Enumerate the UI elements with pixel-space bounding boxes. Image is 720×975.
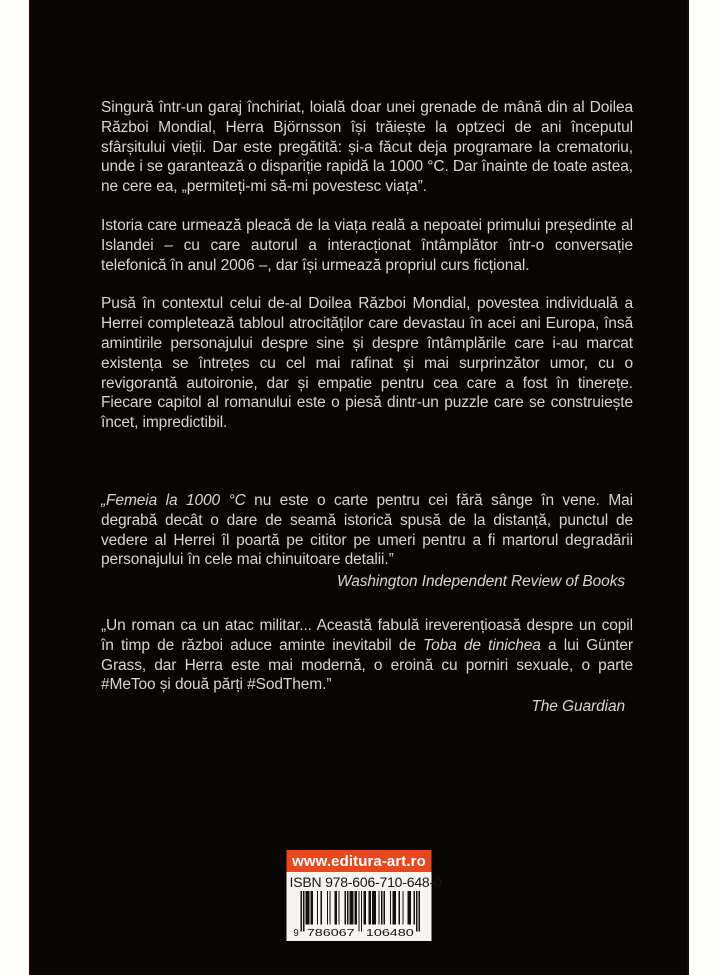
svg-text:786067: 786067 (306, 928, 355, 938)
review-quote (101, 616, 633, 695)
book-title-mention: „Femeia la 1000 °C (101, 491, 246, 509)
review-washington-independent (101, 491, 633, 592)
referenced-book-title: Toba de tinichea (423, 636, 541, 654)
review-source: The Guardian (531, 698, 625, 716)
synopsis (101, 98, 633, 433)
barcode-box (287, 872, 442, 941)
review-quote-text: nu este o carte pentru cei fără sânge în vene. Mai degrabă decât o dare de seamă istorică spusă de la distanță, punctul de vedere al Herrei îl poartă pe cititor pe umeri pentru a fi martorul degradării personajului în cele mai chinuitoare detalii.” (101, 491, 633, 569)
publisher-website-banner (287, 850, 432, 872)
press-reviews (101, 491, 633, 717)
review-quote-text: „Un roman ca un atac militar... Această fabulă ireverențioasă despre un copil în timp de război aduce aminte inevitabil de (101, 616, 633, 654)
synopsis-paragraph-3: Pusă în contextul celui de-al Doilea Război Mondial, povestea individuală a Herrei completează tabloul atrocităților care devastau în acei ani Europa, însă amintirile personajului despre sine și despre întâmplările care i-au marcat existența se întrețes cu cel mai rafinat și mai surprinzător umor, cu o revigorantă autoironie, dar și empatie pentru cea care a fost în tinerețe. Fiecare capitol al romanului este o piesă dintr-un puzzle care se construiește încet, impredictibil. (101, 295, 633, 432)
synopsis-paragraph-2: Istoria care urmează pleacă de la viața reală a nepoatei primului președinte al Islandei – cu care autorul a interacționat întâmplător într-o conversație telefonică în anul 2006 –, dar își urmează propriul curs ficțional. (101, 216, 633, 274)
svg-text:106480: 106480 (365, 928, 414, 938)
isbn-number: ISBN 978-606-710-648-0 (289, 874, 442, 890)
review-quote-text: a lui Günter Grass, dar Herra este mai modernă, o eroină cu porniri sexuale, o parte #MeToo și două părți #SodThem.” (101, 636, 633, 694)
back-cover-text (101, 98, 633, 717)
isbn-sticker (287, 850, 442, 941)
publisher-website: www.editura-art.ro (292, 852, 426, 870)
back-cover (29, 0, 689, 975)
svg-text:9: 9 (293, 928, 299, 938)
synopsis-paragraph-1: Singură într-un garaj închiriat, loială doar unei grenade de mână din al Doilea Război Mondial, Herra Björnsson își trăiește la optzeci de ani începutul sfârșitului vieții. Dar este pregătită: și-a făcut deja programare la crematoriu, unde i se garantează o dispariție rapidă la 1000 °C. Dar înainte de toate astea, ne cere ea, „permiteți-mi să-mi povestesc viața”. (101, 99, 633, 196)
review-quote (101, 491, 633, 570)
ean13-barcode (291, 891, 428, 938)
review-source: Washington Independent Review of Books (336, 573, 625, 591)
review-the-guardian (101, 616, 633, 717)
